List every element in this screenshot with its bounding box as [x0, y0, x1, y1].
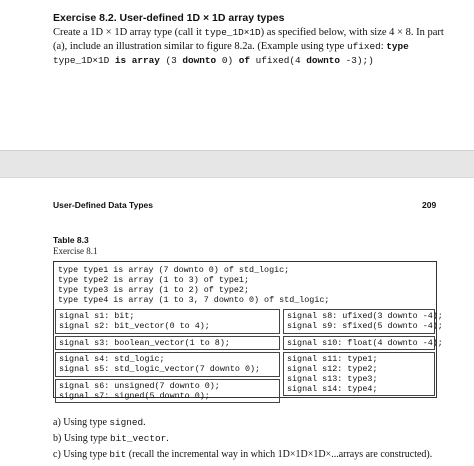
code-line: type type3 is array (1 to 2) of type2;	[58, 285, 249, 295]
page-number: 209	[422, 200, 437, 210]
signal-box	[55, 336, 280, 350]
code-keyword: downto	[182, 55, 217, 66]
inline-code: type_1D×1D	[53, 55, 115, 66]
signal-box	[283, 309, 443, 334]
page-gap	[0, 150, 474, 178]
table-label: Table 8.3	[53, 235, 89, 245]
signal-box	[55, 379, 280, 403]
signal-box	[55, 352, 280, 377]
option-text: b) Using type	[53, 433, 110, 444]
inline-code: (3	[159, 55, 183, 66]
option-text: a) Using type	[53, 417, 110, 428]
exercise-text-part: Create a 1D × 1D array type (call it	[53, 27, 205, 38]
inline-code: signed	[109, 417, 144, 428]
code-line: signal s13: type3;	[287, 374, 378, 384]
code-line: signal s5: std_logic_vector(7 downto 0);	[59, 364, 261, 374]
code-line: signal s7: signed(5 downto 0);	[59, 391, 210, 401]
code-keyword: of	[238, 55, 250, 66]
signal-box	[55, 309, 280, 334]
code-keyword: type	[386, 41, 409, 52]
code-line: signal s12: type2;	[287, 364, 378, 374]
code-keyword: downto	[306, 55, 340, 66]
inline-code: bit	[109, 449, 127, 460]
code-line: signal s14: type4;	[287, 384, 378, 394]
inline-code: 0)	[216, 55, 239, 66]
code-line: signal s2: bit_vector(0 to 4);	[59, 321, 210, 331]
signal-box	[283, 336, 443, 350]
running-head: User-Defined Data Types	[53, 200, 153, 210]
exercise-text-part: ) as specified below, with size 4 × 8. In part (a), include an illustration similar to figure 8.2a. (Example using type	[53, 27, 444, 52]
exercise-title: Exercise 8.2. User-defined 1D × 1D array types	[53, 12, 285, 24]
code-line: type type4 is array (1 to 3, 7 downto 0) of std_logic;	[58, 295, 330, 305]
inline-code: -3);)	[340, 55, 374, 66]
inline-code: bit_vector	[109, 433, 167, 444]
inline-code: type_1D×1D	[204, 27, 261, 38]
inline-code: ufixed	[346, 41, 381, 52]
code-line: signal s9: sfixed(5 downto -4);	[287, 321, 443, 331]
code-line: signal s3: boolean_vector(1 to 8);	[59, 338, 230, 348]
option-text: .	[143, 417, 146, 428]
type-declarations	[58, 265, 329, 305]
code-line: signal s8: ufixed(3 downto -4);	[287, 311, 443, 321]
option-text: c) Using type	[53, 449, 110, 460]
code-line: type type2 is array (1 to 3) of type1;	[58, 275, 249, 285]
signal-box	[283, 352, 435, 396]
option-b	[53, 433, 169, 444]
option-text: (recall the incremental way in which 1D×1D×1D×...arrays are constructed).	[126, 449, 433, 460]
table-caption: Exercise 8.1	[53, 246, 98, 256]
code-line: signal s11: type1;	[287, 354, 378, 364]
code-line: signal s10: float(4 downto -4);	[287, 338, 443, 348]
code-table	[53, 261, 443, 401]
inline-code: ufixed(4	[249, 55, 307, 66]
exercise-text	[53, 26, 448, 68]
previous-page	[0, 0, 474, 150]
code-line: signal s1: bit;	[59, 311, 135, 321]
code-line: signal s6: unsigned(7 downto 0);	[59, 381, 220, 391]
option-a	[53, 417, 146, 428]
code-line: type type1 is array (7 downto 0) of std_logic;	[58, 265, 290, 275]
code-keyword: is array	[114, 55, 160, 66]
option-text: .	[166, 433, 169, 444]
code-line: signal s4: std_logic;	[59, 354, 165, 364]
exercise-text-part: :	[380, 41, 387, 52]
option-c	[53, 449, 432, 460]
